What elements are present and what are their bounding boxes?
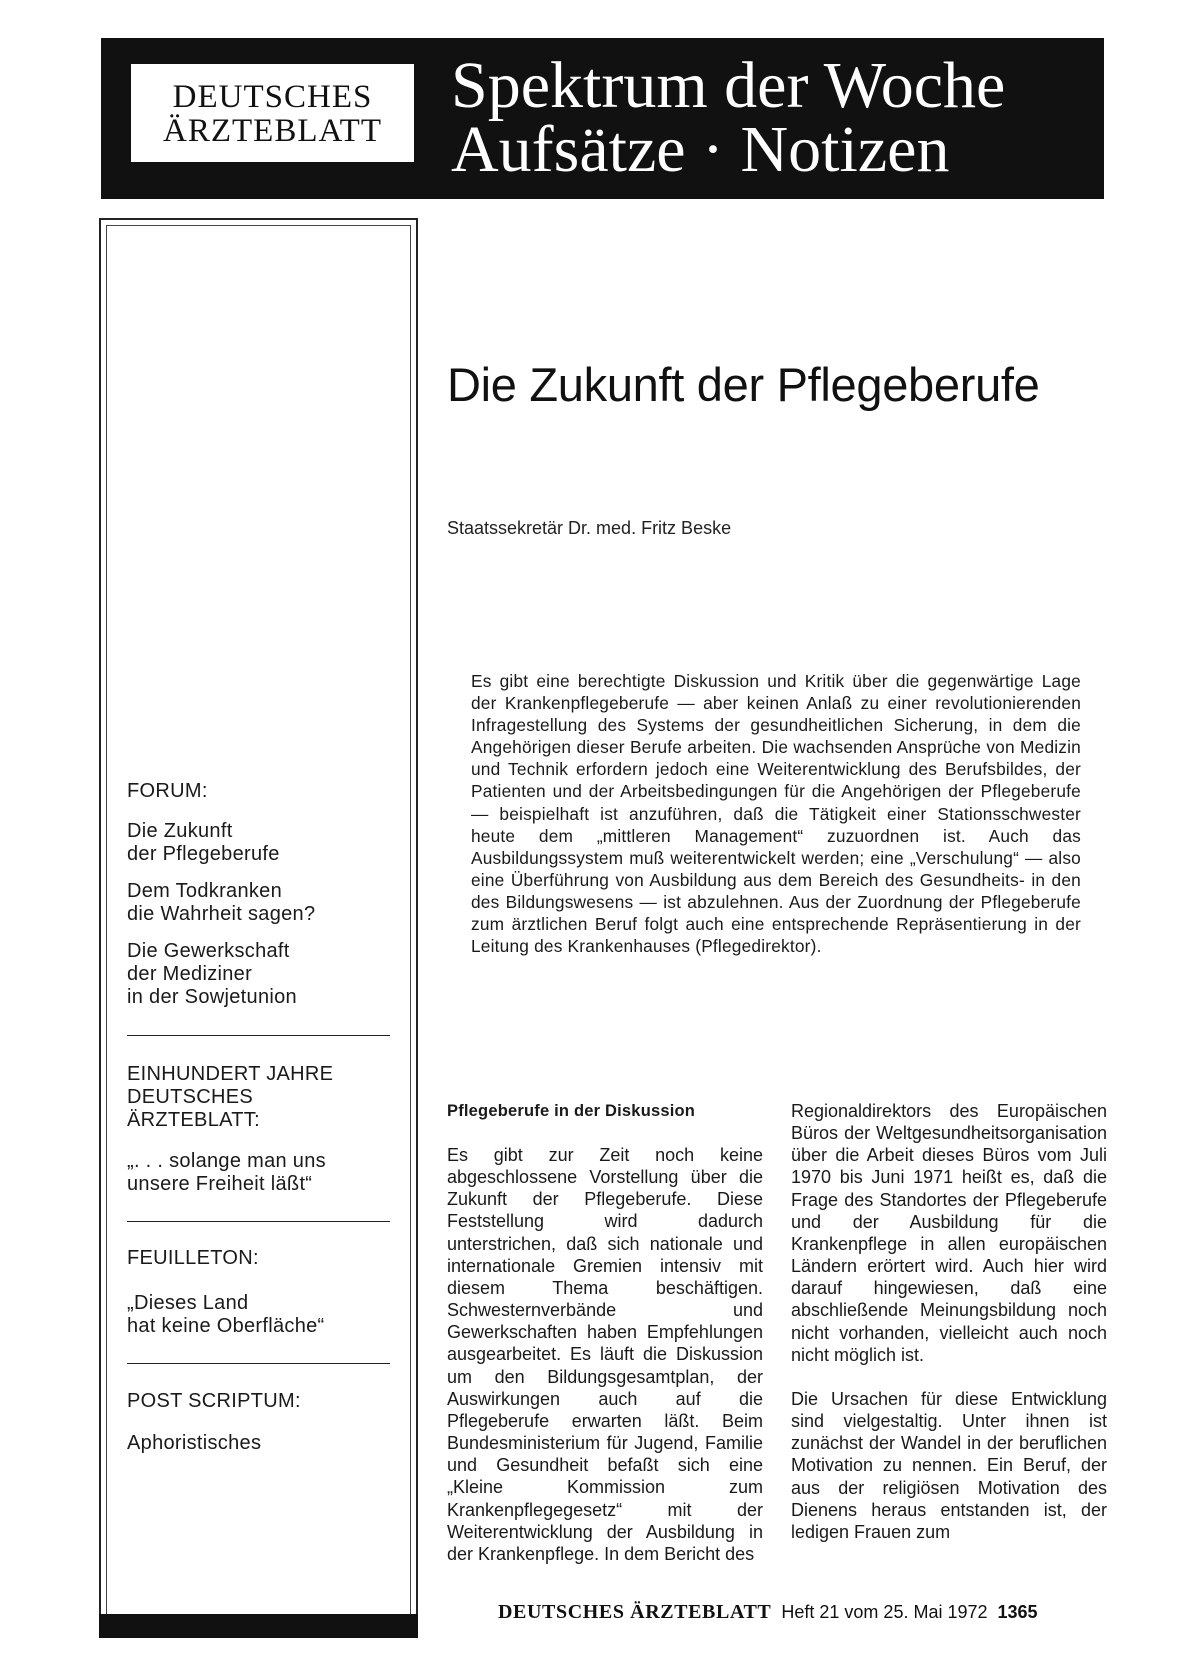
article-title: Die Zukunft der Pflegeberufe xyxy=(447,358,1040,411)
sidebar-heading-jubilaeum-line-1: EINHUNDERT JAHRE xyxy=(127,1063,334,1085)
sidebar-item-freiheit-line-2[interactable]: unsere Freiheit läßt“ xyxy=(127,1173,313,1195)
page-number: 1365 xyxy=(997,1602,1038,1622)
sidebar-heading-post-scriptum: POST SCRIPTUM: xyxy=(127,1390,301,1412)
article-lead: Es gibt eine berechtigte Diskussion und Kritik über die gegenwärtige Lage der Krankenpflegeberufe — aber keinen Anlaß zu einer revolutionierenden Infragestellung des Systems der gesundheitlichen Sicherung, in dem die Angehörigen dieser Berufe arbeiten. Die wachsenden Ansprüche von Medizin und Technik erfordern jedoch eine Weiterentwicklung des Berufsbildes, der Patienten und der Arbeitsbedingungen für die Angehörigen der Pflegeberufe — beispielhaft ist anzuführen, daß die Tätigkeit einer Stationsschwester heute dem „mittleren Management“ zuzuordnen ist. Auch das Ausbildungssystem muß weiterentwickelt werden; eine „Verschulung“ — also eine Überführung von Ausbildung aus dem Bereich des Gesundheits- in den des Bildungswesens — ist abzulehnen. Aus der Zuordnung der Pflegeberufe zum ärztlichen Beruf folgt auch eine entsprechende Repräsentierung in der Leitung des Krankenhauses (Pflegedirektor). xyxy=(471,671,1081,957)
sidebar-item-zukunft-line-2[interactable]: der Pflegeberufe xyxy=(127,843,280,865)
sidebar-item-gewerkschaft-line-3[interactable]: in der Sowjetunion xyxy=(127,986,297,1008)
sidebar-heading-jubilaeum-line-3: ÄRZTEBLATT: xyxy=(127,1109,260,1131)
page-footer xyxy=(498,1601,1038,1623)
footer-issue: Heft 21 vom 25. Mai 1972 xyxy=(781,1602,988,1622)
sidebar-item-gewerkschaft-line-2[interactable]: der Mediziner xyxy=(127,963,253,985)
sidebar-divider xyxy=(127,1363,390,1364)
article-paragraph: Regionaldirektors des Europäischen Büros der Weltgesundheitsorganisation über die Arbeit dieses Büros vom Juli 1970 bis Juni 1971 heißt es, daß die Frage des Standortes der Pflegeberufe und der Ausbildung für die Krankenpflege in allen europäischen Ländern erörtert wird. Auch hier wird darauf hingewiesen, daß eine abschließende Meinungsbildung noch nicht vorhanden, vielleicht auch noch nicht möglich ist. xyxy=(791,1101,1107,1365)
sidebar-heading-feuilleton: FEUILLETON: xyxy=(127,1247,259,1269)
sidebar-divider xyxy=(127,1221,390,1222)
sidebar-item-freiheit-line-1[interactable]: „. . . solange man uns xyxy=(127,1150,326,1172)
sidebar-item-todkranken-line-2[interactable]: die Wahrheit sagen? xyxy=(127,903,316,925)
sidebar-base-bar xyxy=(99,1614,418,1638)
article-column-1 xyxy=(447,1100,763,1565)
sidebar-item-aphoristisches[interactable]: Aphoristisches xyxy=(127,1432,262,1454)
section-title xyxy=(451,49,1006,186)
sidebar-item-land-line-1[interactable]: „Dieses Land xyxy=(127,1292,249,1314)
article-column-2 xyxy=(791,1100,1107,1543)
article-paragraph: Die Ursachen für diese Entwicklung sind vielgestaltig. Unter ihnen ist zunächst der Wandel in der beruflichen Motivation zu nennen. Ein Beruf, der aus der religiösen Motivation des Dienens heraus entstanden ist, der ledigen Frauen zum xyxy=(791,1388,1107,1542)
logo-line-1: DEUTSCHES xyxy=(172,79,373,115)
sidebar-heading-jubilaeum-line-2: DEUTSCHES xyxy=(127,1086,254,1108)
article-author: Staatssekretär Dr. med. Fritz Beske xyxy=(447,518,732,538)
footer-publication: DEUTSCHES ÄRZTEBLATT xyxy=(498,1601,772,1623)
logo-line-2: ÄRZTEBLATT xyxy=(163,113,382,149)
sidebar-heading-forum: FORUM: xyxy=(127,780,208,802)
section-title-line-1: Spektrum der Woche xyxy=(451,49,1006,122)
section-title-line-2: Aufsätze · Notizen xyxy=(451,113,950,186)
sidebar-item-zukunft-line-1[interactable]: Die Zukunft xyxy=(127,820,233,842)
article-subheading: Pflegeberufe in der Diskussion xyxy=(447,1102,696,1120)
sidebar-divider xyxy=(127,1035,390,1036)
masthead xyxy=(101,38,1104,199)
sidebar-item-todkranken-line-1[interactable]: Dem Todkranken xyxy=(127,880,283,902)
article-paragraph: Es gibt zur Zeit noch keine abgeschlossene Vorstellung über die Zukunft der Pflegeberufe. Diese Feststellung wird dadurch unterstrichen, daß sich nationale und internationale Gremien intensiv mit diesem Thema beschäftigen. Schwesternverbände und Gewerkschaften haben Empfehlungen ausgearbeitet. Es läuft die Diskussion um den Bildungsgesamtplan, der Auswirkungen auch auf die Pflegeberufe erwarten läßt. Beim Bundesministerium für Jugend, Familie und Gesundheit befaßt sich eine „Kleine Kommission zum Krankenpflegegesetz“ mit der Weiterentwicklung der Ausbildung in der Krankenpflege. In dem Bericht des xyxy=(447,1145,763,1564)
publication-logo xyxy=(131,64,414,162)
sidebar-item-land-line-2[interactable]: hat keine Oberfläche“ xyxy=(127,1315,325,1337)
sidebar-item-gewerkschaft-line-1[interactable]: Die Gewerkschaft xyxy=(127,940,290,962)
sidebar-box xyxy=(99,218,418,1636)
